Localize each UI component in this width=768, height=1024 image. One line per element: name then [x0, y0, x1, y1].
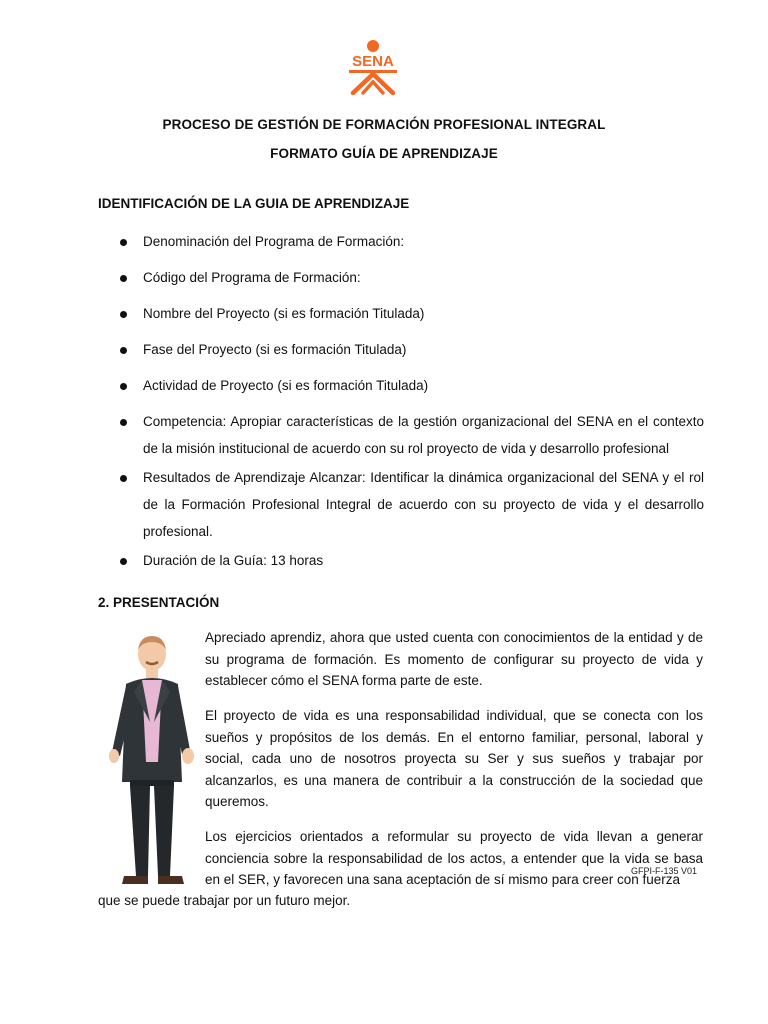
list-item: Denominación del Programa de Formación: [98, 228, 704, 255]
identification-list [98, 228, 704, 574]
bullet-icon [120, 419, 127, 426]
bullet-icon [120, 383, 127, 390]
process-title: PROCESO DE GESTIÓN DE FORMACIÓN PROFESIONAL INTEGRAL [162, 117, 606, 132]
sena-logo [343, 38, 403, 98]
list-item: Nombre del Proyecto (si es formación Titulada) [98, 300, 704, 327]
presentation-paragraph: que se puede trabajar por un futuro mejor. [98, 893, 351, 908]
bullet-icon [120, 475, 127, 482]
list-item: Competencia: Apropiar características de la gestión organizacional del SENA en el contexto de la misión institucional de acuerdo con su rol proyecto de vida y desarrollo profesional [98, 408, 704, 462]
bullet-icon [120, 275, 127, 282]
presentation-paragraph: Los ejercicios orientados a reformular su proyecto de vida llevan a generar conciencia sobre la responsabilidad de los actos, a entender que la vida se basa en el SER, y favorecen una sana aceptación de sí mismo para creer con fuerza [205, 829, 703, 887]
man-illustration [104, 632, 200, 892]
svg-text:SENA: SENA [352, 53, 394, 70]
list-item: Resultados de Aprendizaje Alcanzar: Identificar la dinámica organizacional del SENA y el rol de la Formación Profesional Integral de acuerdo con su proyecto de vida y el desarrollo profesional. [98, 464, 704, 545]
list-item: Actividad de Proyecto (si es formación Titulada) [98, 372, 704, 399]
presentation-heading: 2. PRESENTACIÓN [98, 595, 220, 610]
format-title: FORMATO GUÍA DE APRENDIZAJE [270, 146, 498, 161]
bullet-icon [120, 347, 127, 354]
list-item: Código del Programa de Formación: [98, 264, 704, 291]
presentation-paragraph: Apreciado aprendiz, ahora que usted cuenta con conocimientos de la entidad y de su programa de formación. Es momento de configurar su proyecto de vida y establecer cómo el SENA forma parte de este. [205, 630, 703, 688]
presentation-paragraph: El proyecto de vida es una responsabilidad individual, que se conecta con los sueños y propósitos de los demás. En el entorno familiar, personal, laboral y social, cada uno de nosotros proyecta su Ser y sus sueños y trabajar por alcanzarlos, es una manera de contribuir a la construcción de la sociedad que queremos. [205, 708, 703, 809]
bullet-icon [120, 311, 127, 318]
list-item: Duración de la Guía: 13 horas [98, 547, 704, 574]
list-item: Fase del Proyecto (si es formación Titulada) [98, 336, 704, 363]
bullet-icon [120, 239, 127, 246]
document-code: GFPI-F-135 V01 [631, 866, 698, 876]
bullet-icon [120, 558, 127, 565]
identification-heading: IDENTIFICACIÓN DE LA GUIA DE APRENDIZAJE [98, 196, 410, 211]
